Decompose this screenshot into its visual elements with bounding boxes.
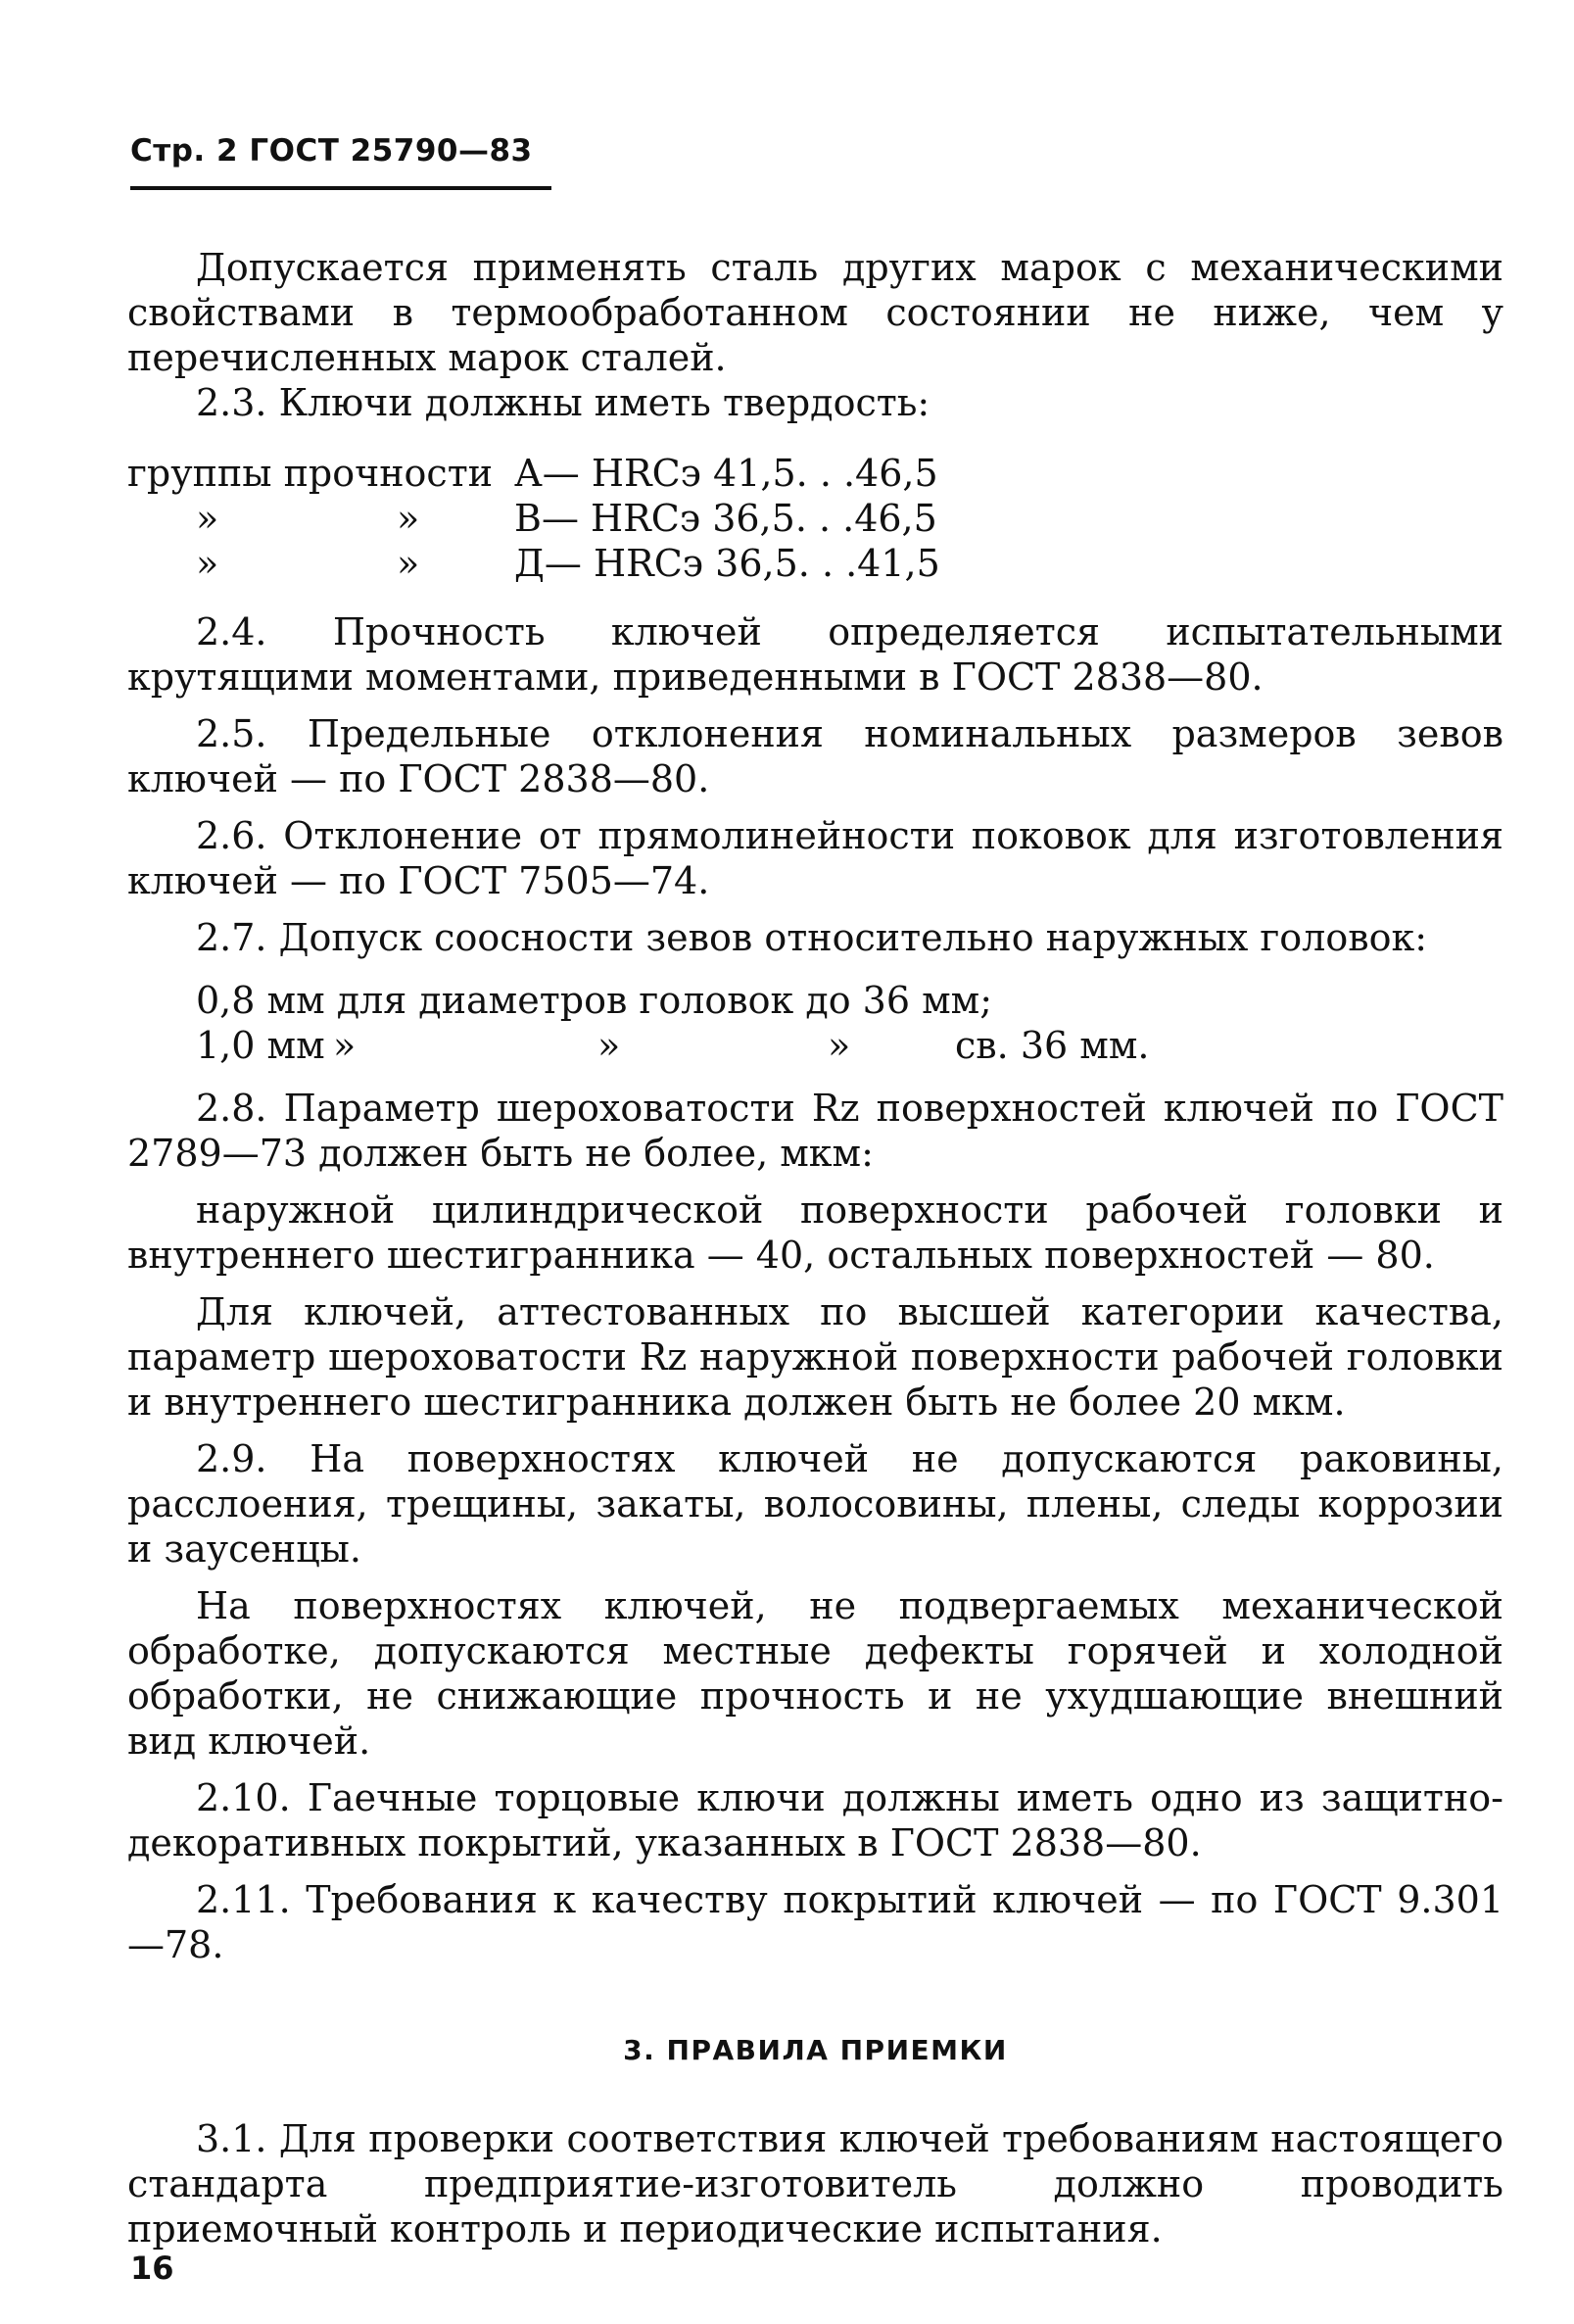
hardness-row (127, 541, 1503, 586)
hardness-group: Д (514, 542, 545, 585)
paragraph-2-10: 2.10. Гаечные торцовые ключи должны иметь одно из защитно-декоративных покрытий, указанных в ГОСТ 2838—80. (127, 1776, 1503, 1864)
paragraph-2-7: 2.7. Допуск соосности зевов относительно наружных головок: (196, 916, 1428, 959)
paragraph-2-11: 2.11. Требования к качеству покрытий ключей — по ГОСТ 9.301—78. (127, 1878, 1503, 1966)
intro-paragraph: Допускается применять сталь других марок с механическими свойствами в термообработанном состоянии не ниже, чем у перечисленных марок сталей. (127, 246, 1503, 379)
hardness-group: А (514, 452, 543, 495)
page-number: 16 (130, 2250, 174, 2287)
hardness-value: — HRCэ 36,5. . .41,5 (544, 542, 940, 585)
tolerance-ditto: » (333, 1024, 357, 1067)
paragraph-3-1: 3.1. Для проверки соответствия ключей требованиям настоящего стандарта предприятие-изготовитель должно проводить приемочный контроль и периодические испытания. (127, 2117, 1503, 2251)
hardness-value: — HRCэ 36,5. . .46,5 (541, 497, 937, 540)
paragraph-2-9: 2.9. На поверхностях ключей не допускаются раковины, расслоения, трещины, закаты, волосовины, плены, следы коррозии и заусенцы. (127, 1437, 1503, 1571)
hardness-label: группы прочности (127, 452, 494, 495)
paragraph-2-3: 2.3. Ключи должны иметь твердость: (196, 381, 930, 424)
section-title: 3. ПРАВИЛА ПРИЕМКИ (623, 2034, 1008, 2066)
tolerance-text: 0,8 мм для диаметров головок до 36 мм; (196, 979, 993, 1022)
paragraph-2-9-a: На поверхностях ключей, не подвергаемых механической обработке, допускаются местные дефекты горячей и холодной обработки, не снижающие прочность и не ухудшающие внешний вид ключей. (127, 1584, 1503, 1763)
header-rule (130, 186, 551, 190)
hardness-table (127, 451, 1503, 586)
page-header: Стр. 2 ГОСТ 25790—83 (130, 133, 533, 169)
hardness-row (127, 496, 1503, 541)
hardness-ditto: » (196, 497, 219, 540)
tolerance-value: 1,0 мм (196, 1024, 325, 1067)
tolerance-table (127, 978, 1503, 1068)
hardness-value: — HRCэ 41,5. . .46,5 (542, 452, 938, 495)
paragraph-2-8: 2.8. Параметр шероховатости Rz поверхностей ключей по ГОСТ 2789—73 должен быть не более, мкм: (127, 1087, 1503, 1175)
paragraph-2-5: 2.5. Предельные отклонения номинальных размеров зевов ключей — по ГОСТ 2838—80. (127, 712, 1503, 800)
paragraph-2-8-a: наружной цилиндрической поверхности рабочей головки и внутреннего шестигранника — 40, остальных поверхностей — 80. (127, 1188, 1503, 1277)
paragraph-2-4: 2.4. Прочность ключей определяется испытательными крутящими моментами, приведенными в ГОСТ 2838—80. (127, 610, 1503, 699)
paragraph-2-8-b: Для ключей, аттестованных по высшей категории качества, параметр шероховатости Rz наружной поверхности рабочей головки и внутреннего шестигранника должен быть не более 20 мкм. (127, 1290, 1503, 1424)
hardness-ditto: » (196, 542, 219, 585)
tolerance-row (127, 1023, 1503, 1068)
tolerance-ditto: » (828, 1024, 851, 1067)
paragraph-2-6: 2.6. Отклонение от прямолинейности поковок для изготовления ключей — по ГОСТ 7505—74. (127, 814, 1503, 902)
hardness-ditto: » (397, 497, 420, 540)
tolerance-text: св. 36 мм. (955, 1024, 1150, 1067)
tolerance-ditto: » (597, 1024, 621, 1067)
hardness-ditto: » (397, 542, 420, 585)
hardness-row (127, 451, 1503, 496)
document-body (127, 245, 1503, 2251)
tolerance-row (127, 978, 1503, 1023)
hardness-group: В (514, 497, 542, 540)
